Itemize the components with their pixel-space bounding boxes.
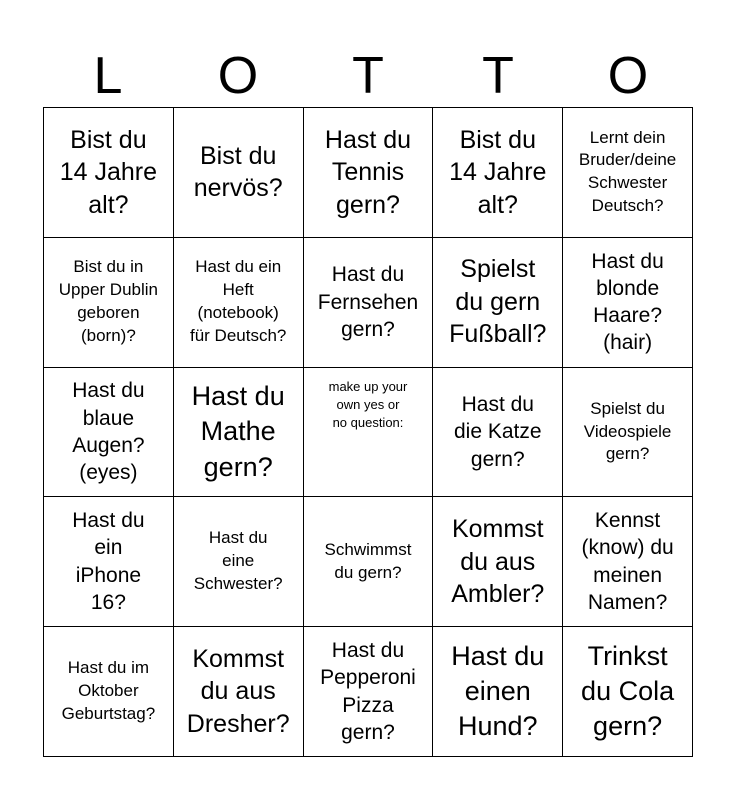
cell-text: Hast du blaue Augen? (eyes) xyxy=(72,379,145,485)
cell-text: Hast du ein iPhone 16? xyxy=(72,509,145,615)
bingo-cell[interactable] xyxy=(44,368,174,498)
cell-text: Hast du Tennis gern? xyxy=(324,125,412,219)
cell-text: Bist du 14 Jahre alt? xyxy=(59,125,158,219)
bingo-cell[interactable] xyxy=(304,497,434,627)
bingo-cell[interactable] xyxy=(304,238,434,368)
cell-text: Hast du eine Schwester? xyxy=(193,528,283,594)
bingo-cell[interactable] xyxy=(174,627,304,757)
cell-text: Hast du die Katze gern? xyxy=(454,393,542,471)
bingo-cell[interactable] xyxy=(563,238,693,368)
bingo-cell[interactable] xyxy=(304,627,434,757)
cell-text: Spielst du gern Fußball? xyxy=(449,255,547,349)
cell-text: Kommst du aus Ambler? xyxy=(451,515,545,609)
cell-text: Kennst (know) du meinen Namen? xyxy=(581,509,674,615)
bingo-cell[interactable] xyxy=(44,627,174,757)
bingo-cell[interactable] xyxy=(563,368,693,498)
cell-text: Kommst du aus Dresher? xyxy=(186,644,290,738)
title-letter: T xyxy=(482,47,514,105)
cell-text: Trinkst du Cola gern? xyxy=(581,640,675,742)
cell-text: Hast du Pepperoni Pizza gern? xyxy=(320,639,416,744)
free-question-cell[interactable] xyxy=(304,368,434,498)
cell-text: Bist du in Upper Dublin geboren (born)? xyxy=(58,257,159,346)
bingo-grid xyxy=(43,107,693,757)
bingo-cell[interactable] xyxy=(44,238,174,368)
cell-text: Hast du ein Heft (notebook) für Deutsch? xyxy=(190,257,287,346)
title-letter: L xyxy=(93,47,123,105)
bingo-cell[interactable] xyxy=(563,497,693,627)
bingo-cell[interactable] xyxy=(174,368,304,498)
bingo-cell[interactable] xyxy=(174,108,304,238)
title-letter: T xyxy=(352,47,384,105)
cell-text: make up your own yes or no question: xyxy=(328,378,408,430)
bingo-cell[interactable] xyxy=(433,108,563,238)
cell-text: Bist du 14 Jahre alt? xyxy=(449,125,547,219)
cell-text: Hast du blonde Haare? (hair) xyxy=(591,249,664,355)
bingo-cell[interactable] xyxy=(563,108,693,238)
bingo-cell[interactable] xyxy=(44,108,174,238)
cell-text: Hast du Mathe gern? xyxy=(191,381,285,482)
cell-text: Hast du Fernsehen gern? xyxy=(317,263,419,341)
bingo-cell[interactable] xyxy=(433,627,563,757)
cell-text: Hast du einen Hund? xyxy=(451,640,545,742)
cell-text: Spielst du Videospiele gern? xyxy=(583,398,672,464)
bingo-cell[interactable] xyxy=(563,627,693,757)
cell-text: Bist du nervös? xyxy=(193,141,283,203)
bingo-cell[interactable] xyxy=(174,238,304,368)
page-title xyxy=(43,44,693,108)
cell-text: Hast du im Oktober Geburtstag? xyxy=(61,658,156,724)
cell-text: Schwimmst du gern? xyxy=(324,539,412,582)
bingo-cell[interactable] xyxy=(433,368,563,498)
bingo-cell[interactable] xyxy=(44,497,174,627)
title-letter: O xyxy=(217,47,259,105)
cell-text: Lernt dein Bruder/deine Schwester Deutsch? xyxy=(578,127,677,216)
bingo-cell[interactable] xyxy=(433,497,563,627)
bingo-cell[interactable] xyxy=(433,238,563,368)
bingo-cell[interactable] xyxy=(304,108,434,238)
bingo-cell[interactable] xyxy=(174,497,304,627)
title-letter: O xyxy=(607,47,649,105)
